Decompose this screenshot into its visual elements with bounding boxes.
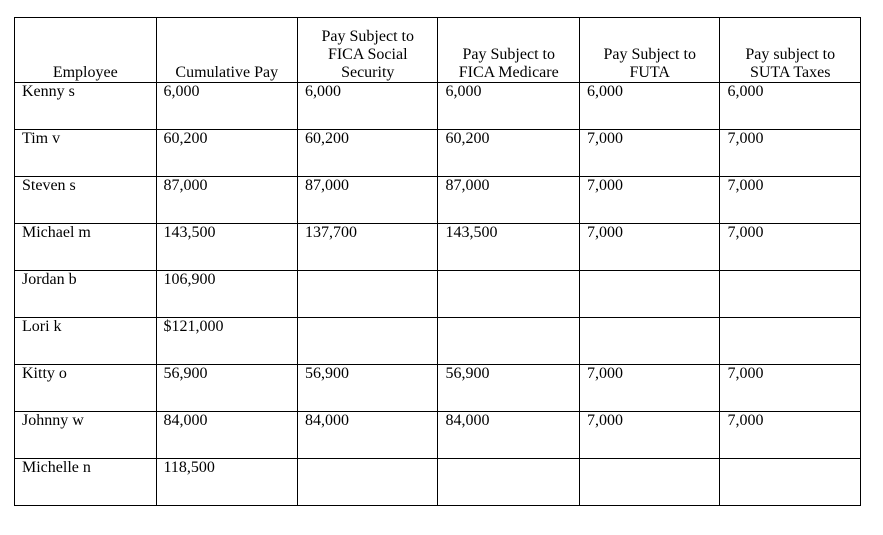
cell-cumulative-pay: 84,000 [156,412,298,459]
cell-fica-medicare: 84,000 [438,412,580,459]
table-row [15,365,861,412]
cell-employee: Johnny w [15,412,157,459]
cell-employee: Lori k [15,318,157,365]
cell-employee: Kenny s [15,83,157,130]
table-row [15,459,861,506]
cell-suta: 7,000 [720,365,861,412]
cell-suta: 7,000 [720,224,861,271]
cell-fica-medicare: 87,000 [438,177,580,224]
cell-futa: 7,000 [579,365,719,412]
cell-fica-social-security: 60,200 [298,130,438,177]
cell-fica-social-security [298,459,438,506]
cell-fica-medicare: 60,200 [438,130,580,177]
cell-fica-medicare [438,271,580,318]
cell-fica-social-security: 87,000 [298,177,438,224]
cell-cumulative-pay: 6,000 [156,83,298,130]
table-row [15,412,861,459]
table-row [15,177,861,224]
cell-cumulative-pay: 143,500 [156,224,298,271]
cell-futa: 6,000 [579,83,719,130]
cell-cumulative-pay: 56,900 [156,365,298,412]
cell-fica-social-security: 84,000 [298,412,438,459]
cell-futa: 7,000 [579,130,719,177]
cell-suta: 7,000 [720,177,861,224]
table-row [15,271,861,318]
cell-futa: 7,000 [579,177,719,224]
cell-employee: Tim v [15,130,157,177]
cell-fica-social-security: 6,000 [298,83,438,130]
cell-suta [720,271,861,318]
cell-suta: 6,000 [720,83,861,130]
header-suta-taxes: Pay subject to SUTA Taxes [720,18,861,83]
cell-fica-medicare [438,459,580,506]
header-fica-social-security: Pay Subject to FICA Social Security [298,18,438,83]
cell-employee: Michael m [15,224,157,271]
header-fica-medicare: Pay Subject to FICA Medicare [438,18,580,83]
header-cumulative-pay: Cumulative Pay [156,18,298,83]
cell-employee: Jordan b [15,271,157,318]
table-row [15,318,861,365]
cell-cumulative-pay: 60,200 [156,130,298,177]
cell-employee: Michelle n [15,459,157,506]
cell-fica-medicare: 143,500 [438,224,580,271]
table-row [15,224,861,271]
cell-suta: 7,000 [720,412,861,459]
table-row [15,83,861,130]
cell-fica-social-security: 56,900 [298,365,438,412]
cell-suta [720,459,861,506]
header-futa: Pay Subject to FUTA [579,18,719,83]
payroll-tax-table [14,17,861,506]
table-row [15,130,861,177]
header-row [15,18,861,83]
cell-cumulative-pay: 87,000 [156,177,298,224]
cell-suta: 7,000 [720,130,861,177]
cell-fica-social-security: 137,700 [298,224,438,271]
cell-fica-medicare: 6,000 [438,83,580,130]
cell-suta [720,318,861,365]
cell-futa: 7,000 [579,412,719,459]
cell-employee: Kitty o [15,365,157,412]
cell-fica-social-security [298,318,438,365]
cell-futa [579,271,719,318]
cell-futa: 7,000 [579,224,719,271]
cell-futa [579,318,719,365]
cell-fica-medicare [438,318,580,365]
cell-cumulative-pay: 106,900 [156,271,298,318]
cell-employee: Steven s [15,177,157,224]
cell-cumulative-pay: 118,500 [156,459,298,506]
header-employee: Employee [15,18,157,83]
cell-fica-social-security [298,271,438,318]
cell-futa [579,459,719,506]
cell-cumulative-pay: $121,000 [156,318,298,365]
cell-fica-medicare: 56,900 [438,365,580,412]
